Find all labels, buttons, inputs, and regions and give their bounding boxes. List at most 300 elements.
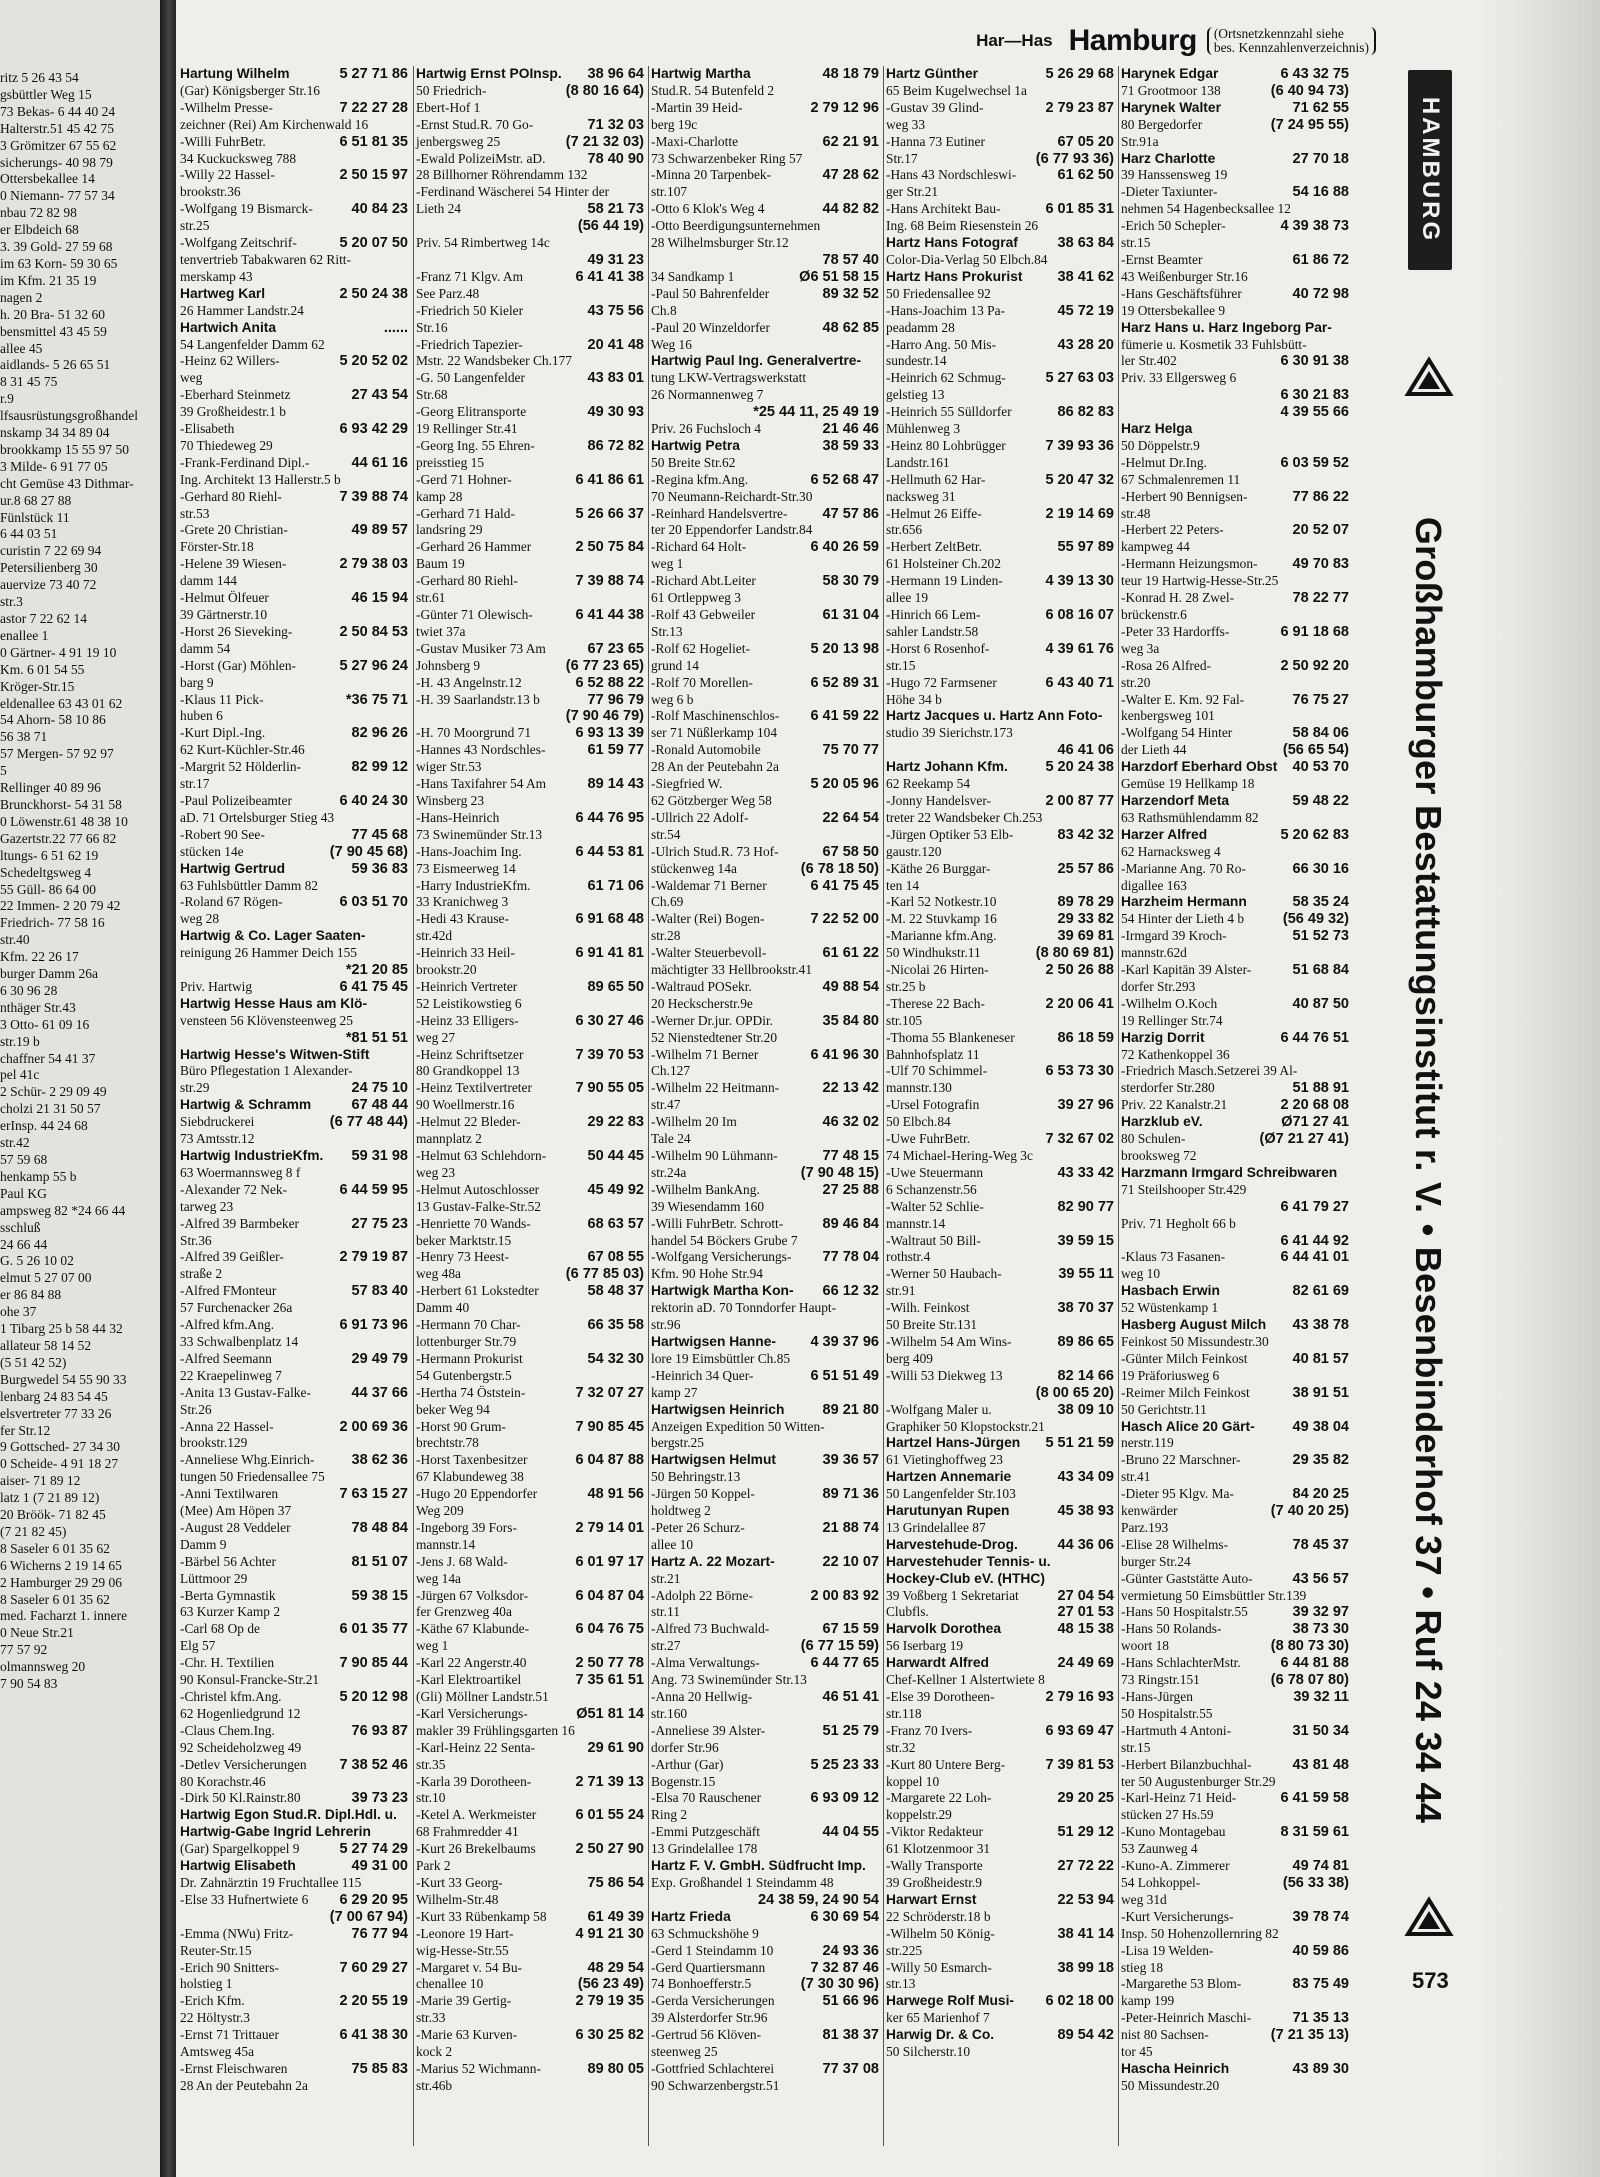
phone-number: 29 22 83: [587, 1114, 644, 1131]
listing-name-address: Hartz Frieda: [651, 1908, 731, 1924]
phone-number: 8 31 59 61: [1280, 1824, 1349, 1841]
listing-name-address: -Wilhelm O.Koch: [1121, 995, 1218, 1011]
listing-name-address: -Margarete 22 Loh-: [886, 1790, 992, 1806]
listing-entry: [884, 1706, 1116, 1723]
listing-name-address: -Klaus 11 Pick-: [180, 691, 264, 707]
listing-entry: [414, 607, 646, 624]
listing-entry: [1119, 235, 1351, 252]
listing-name-address: Color-Dia-Verlag 50 Elbch.84: [886, 251, 1048, 267]
phone-number: (7 30 30 96): [800, 1976, 879, 1993]
listing-entry: [884, 641, 1116, 658]
listing-name-address: brooksweg 72: [1121, 1148, 1197, 1163]
listing-name-address: weg 27: [416, 1029, 456, 1045]
listing-name-address: str.46b: [416, 2077, 453, 2093]
listing-name-address: Damm 40: [416, 1300, 470, 1316]
listing-name-address: -Hans-Joachim Ing.: [416, 843, 522, 859]
listing-name-address: ter 20 Eppendorfer Landstr.84: [651, 522, 813, 538]
fragment-line: 20 Bröök- 71 82 45: [0, 1507, 106, 1523]
listing-entry: [1119, 962, 1351, 979]
phone-number: 35 84 80: [822, 1012, 879, 1029]
phone-number: 61 59 77: [587, 742, 644, 759]
listing-entry: [649, 692, 881, 709]
listing-name-address: -Jürgen 67 Volksdor-: [416, 1587, 529, 1603]
listing-name-address: -Hertha 74 Öststein-: [416, 1384, 526, 1400]
listing-name-address: nist 80 Sachsen-: [1121, 2027, 1209, 2043]
listing-name-address: chenallee 10: [416, 1976, 484, 1992]
listing-name-address: nacksweg 31: [886, 488, 956, 504]
listing-name-address: -Wolfgang 19 Bismarck-: [180, 201, 313, 217]
listing-name-address: Hartwig Hesse's Witwen-Stift: [180, 1046, 370, 1062]
listing-name-address: -Wilhelm BankAng.: [651, 1181, 760, 1197]
fragment-line: 0 Gärtner- 4 91 19 10: [0, 644, 117, 660]
listing-name-address: Hartwig Elisabeth: [180, 1858, 296, 1874]
listing-entry: [414, 1182, 646, 1199]
phone-number: 27 01 53: [1057, 1604, 1114, 1621]
phone-number: 6 41 44 38: [575, 607, 644, 623]
fragment-line: aiser- 71 89 12: [0, 1473, 81, 1489]
listing-name-address: 61 Klotzenmoor 31: [886, 1841, 991, 1857]
listing-name-address: mannplatz 2: [416, 1131, 482, 1147]
listing-entry: [414, 83, 646, 100]
listing-entry: [414, 522, 646, 539]
listing-entry: [414, 878, 646, 895]
phone-number: 45 49 92: [587, 1181, 644, 1198]
listing-entry: [884, 742, 1116, 759]
listing-entry: [414, 759, 646, 776]
listing-entry: [884, 201, 1116, 218]
fragment-line: er Elbdeich 68: [0, 222, 79, 238]
phone-number: 58 84 06: [1292, 725, 1349, 742]
listing-name-address: -Heinz 80 Lohbrügger: [886, 437, 1006, 453]
listing-heading: [1119, 1317, 1351, 1334]
listing-heading: [649, 1402, 881, 1419]
fragment-line: 3. 39 Gold- 27 59 68: [0, 239, 113, 255]
listing-name-address: 62 Hogenliedgrund 12: [180, 1705, 301, 1721]
listing-name-address: fer Grenzweg 40a: [416, 1604, 512, 1620]
phone-number: 44 04 55: [822, 1824, 879, 1841]
listing-entry: [178, 1672, 410, 1689]
phone-number: 48 62 85: [822, 319, 879, 336]
listing-name-address: str.61: [416, 590, 446, 606]
phone-number: 6 41 59 22: [810, 708, 879, 725]
listing-entry: [649, 100, 881, 117]
listing-name-address: -Hans 43 Nordschleswi-: [886, 167, 1017, 183]
listing-column: [648, 66, 881, 2146]
listing-name-address: -Elisabeth: [180, 421, 235, 437]
listing-name-address: brechtstr.78: [416, 1435, 479, 1451]
listing-name-address: Priv. Hartwig: [180, 978, 253, 994]
phone-number: 89 21 80: [822, 1401, 879, 1418]
phone-number: 29 20 25: [1057, 1790, 1114, 1807]
listing-name-address: 50 Silcherstr.10: [886, 2044, 971, 2060]
listing-name-address: grund 14: [651, 657, 699, 673]
phone-number: 75 70 77: [822, 742, 879, 759]
phone-number: 39 36 57: [822, 1452, 879, 1469]
listing-entry: [1119, 624, 1351, 641]
listing-name-address: 54 Langenfelder Damm 62: [180, 336, 325, 352]
listing-entry: [178, 472, 410, 489]
listing-entry: [1119, 522, 1351, 539]
listing-entry: [414, 1368, 646, 1385]
listing-name-address: sterdorfer Str.280: [1121, 1080, 1215, 1096]
listing-name-address: -Gerd 71 Hohner-: [416, 471, 512, 487]
listing-name-address: -August 28 Veddeler: [180, 1519, 291, 1535]
listing-entry: [884, 607, 1116, 624]
listing-entry: [649, 962, 881, 979]
phone-number: 6 52 68 47: [810, 471, 879, 488]
listing-entry: [1119, 1706, 1351, 1723]
listing-name-address: Hartwich Anita: [180, 319, 277, 335]
phone-number: 2 79 19 87: [339, 1249, 408, 1266]
listing-name-address: Insp. 50 Hohenzollernring 82: [1121, 1925, 1279, 1941]
listing-entry: [414, 1807, 646, 1824]
fragment-line: 9 Gottsched- 27 34 30: [0, 1439, 120, 1455]
listing-entry: [884, 506, 1116, 523]
listing-entry: [414, 472, 646, 489]
listing-entry: [178, 539, 410, 556]
listing-entry: [1119, 117, 1351, 134]
phone-number: 77 96 79: [587, 691, 644, 708]
listing-entry: [1119, 218, 1351, 235]
phone-number: 43 81 48: [1292, 1756, 1349, 1773]
listing-entry: [178, 844, 410, 861]
listing-entry: [649, 810, 881, 827]
listing-entry: [649, 235, 881, 252]
listing-heading: [414, 66, 646, 83]
listing-name-address: 73 Swinemünder Str.13: [416, 826, 543, 842]
phone-number: 40 84 23: [351, 201, 408, 218]
listing-entry: [649, 861, 881, 878]
phone-number: 54 16 88: [1292, 184, 1349, 201]
phone-number: 2 00 69 36: [339, 1418, 408, 1435]
listing-name-address: -Alfred kfm.Ang.: [180, 1317, 275, 1333]
listing-name-address: -Richard Abt.Leiter: [651, 573, 756, 589]
listing-entry: [414, 1199, 646, 1216]
listing-name-address: -Kuno-A. Zimmerer: [1121, 1858, 1230, 1874]
listing-entry: [649, 489, 881, 506]
listing-name-address: -Hellmuth 62 Har-: [886, 471, 986, 487]
listing-entry: [178, 1554, 410, 1571]
listing-entry: [414, 1266, 646, 1283]
listing-entry: [1119, 878, 1351, 895]
listing-name-address: tungen 50 Friedensallee 75: [180, 1469, 325, 1485]
listing-entry: [1119, 1351, 1351, 1368]
listing-entry: [1119, 776, 1351, 793]
phone-number: 6 41 75 45: [810, 877, 879, 894]
listing-entry: [1119, 641, 1351, 658]
listing-name-address: Hartwigsen Heinrich: [651, 1401, 785, 1417]
listing-entry: [649, 252, 881, 269]
listing-entry: [178, 1063, 410, 1080]
listing-entry: [649, 2027, 881, 2044]
listing-name-address: -Alfred FMonteur: [180, 1283, 277, 1299]
listing-name-address: -Otto 6 Klok's Weg 4: [651, 201, 765, 217]
listing-entry: [1119, 506, 1351, 523]
listing-name-address: 50 Hospitalstr.55: [1121, 1705, 1213, 1721]
phone-number: 66 12 32: [822, 1283, 879, 1300]
listing-name-address: -Wolfgang Zeitschrif-: [180, 235, 297, 251]
listing-name-address: str.96: [651, 1317, 681, 1333]
listing-entry: [414, 827, 646, 844]
listing-entry: [1119, 1537, 1351, 1554]
phone-number: 89 54 42: [1057, 2027, 1114, 2044]
listing-entry: [1119, 472, 1351, 489]
listing-entry: [414, 506, 646, 523]
listing-entry: [649, 793, 881, 810]
listing-entry: [649, 134, 881, 151]
listing-entry: [649, 1943, 881, 1960]
phone-number: 40 53 70: [1292, 759, 1349, 776]
phone-number: 5 20 07 50: [339, 235, 408, 252]
listing-name-address: str.107: [651, 184, 688, 200]
listing-entry: [1119, 1790, 1351, 1807]
listing-name-address: -Horst 6 Rosenhof-: [886, 640, 990, 656]
listing-entry: [414, 861, 646, 878]
listing-entry: [1119, 1368, 1351, 1385]
listing-name-address: str.54: [651, 826, 681, 842]
listing-entry: [649, 878, 881, 895]
phone-number: 5 27 63 03: [1045, 370, 1114, 387]
listing-name-address: Elg 57: [180, 1638, 216, 1654]
listing-entry: [414, 1047, 646, 1064]
listing-entry: [1119, 1486, 1351, 1503]
listing-entry: [414, 979, 646, 996]
listing-entry: [884, 1300, 1116, 1317]
listing-name-address: 63 Rathsmühlendamm 82: [1121, 809, 1259, 825]
listing-entry: [1119, 286, 1351, 303]
listing-entry: [649, 1892, 881, 1909]
phone-number: 38 63 84: [1057, 235, 1114, 252]
listing-name-address: -Wilhelm 90 Lühmann-: [651, 1148, 778, 1163]
phone-number: (8 80 73 30): [1270, 1638, 1349, 1655]
listing-name-address: str.11: [651, 1604, 680, 1620]
listing-name-address: -Dirk 50 Kl.Rainstr.80: [180, 1790, 301, 1806]
listing-entry: [1119, 1841, 1351, 1858]
listing-name-address: nerstr.119: [1121, 1435, 1174, 1451]
listing-entry: [414, 573, 646, 590]
listing-entry: [649, 1520, 881, 1537]
listing-name-address: -Dieter 95 Klgv. Ma-: [1121, 1486, 1234, 1502]
phone-number: 46 51 41: [822, 1689, 879, 1705]
listing-heading: [178, 286, 410, 303]
listing-entry: [1119, 979, 1351, 996]
listing-entry: [884, 725, 1116, 742]
listing-entry: [649, 320, 881, 337]
listing-entry: [884, 184, 1116, 201]
listing-name-address: Stud.R. 54 Butenfeld 2: [651, 82, 775, 98]
listing-entry: [178, 1334, 410, 1351]
listing-entry: [649, 1841, 881, 1858]
listing-entry: [178, 573, 410, 590]
listing-name-address: 50 Behringstr.13: [651, 1469, 741, 1485]
phone-number: 39 27 96: [1057, 1097, 1114, 1114]
listing-entry: [1119, 590, 1351, 607]
listing-entry: [884, 2010, 1116, 2027]
listing-name-address: mannstr.130: [886, 1080, 952, 1096]
listing-entry: [884, 1402, 1116, 1419]
listing-name-address: -Georg Elitransporte: [416, 404, 527, 420]
listing-name-address: str.15: [1121, 1739, 1151, 1755]
listing-name-address: -Ernst Stud.R. 70 Go-: [416, 116, 534, 132]
listing-name-address: -Hinrich 66 Lem-: [886, 607, 981, 622]
listing-name-address: -Walter E. Km. 92 Fal-: [1121, 691, 1245, 707]
listing-name-address: Hartwig Gertrud: [180, 860, 286, 876]
fragment-line: enallee 1: [0, 627, 49, 643]
listing-entry: [414, 1419, 646, 1436]
listing-name-address: -Rolf Maschinenschlos-: [651, 708, 780, 724]
listing-entry: [884, 1960, 1116, 1977]
listing-entry: [414, 1892, 646, 1909]
listing-name-address: -H. 39 Saarlandstr.13 b: [416, 691, 540, 707]
listing-name-address: -Jens J. 68 Wald-: [416, 1553, 508, 1569]
listing-name-address: -Kurt Versicherungs-: [1121, 1908, 1234, 1924]
listing-name-address: zeichner (Rei) Am Kirchenwald 16: [180, 116, 369, 132]
listing-name-address: jenbergsweg 25: [416, 133, 501, 149]
fragment-line: 8 Saseler 6 01 35 62: [0, 1540, 110, 1556]
listing-entry: [1119, 1571, 1351, 1588]
listing-entry: [1119, 1266, 1351, 1283]
listing-name-address: Dr. Zahnärztin 19 Fruchtallee 115: [180, 1874, 362, 1890]
listing-entry: [884, 117, 1116, 134]
fragment-line: brookkamp 15 55 97 50: [0, 441, 129, 457]
listing-entry: [884, 1520, 1116, 1537]
phone-number: 38 41 14: [1057, 1925, 1114, 1942]
listing-name-address: -Bruno 22 Marschner-: [1121, 1452, 1241, 1468]
listing-name-address: -Alma Verwaltungs-: [651, 1655, 760, 1671]
fragment-line: sicherungs- 40 98 79: [0, 154, 113, 170]
listing-entry: [178, 1131, 410, 1148]
phone-number: (7 24 95 55): [1270, 116, 1349, 133]
listing-entry: [884, 1807, 1116, 1824]
phone-number: 7 60 29 27: [339, 1959, 408, 1976]
phone-number: 82 14 66: [1057, 1367, 1114, 1384]
listing-entry: [1119, 1199, 1351, 1216]
listing-heading: [649, 353, 881, 370]
listing-name-address: -Horst Taxenbesitzer: [416, 1452, 528, 1468]
fragment-line: latz 1 (7 21 89 12): [0, 1490, 100, 1506]
listing-entry: [1119, 1385, 1351, 1402]
listing-name-address: str.48: [1121, 505, 1151, 521]
listing-name-address: digallee 163: [1121, 877, 1187, 893]
phone-number: 51 52 73: [1292, 928, 1349, 945]
listing-name-address: 28 Billhorner Röhrendamm 132: [416, 167, 588, 183]
phone-number: 51 29 12: [1057, 1824, 1114, 1841]
phone-number: 7 39 70 53: [575, 1046, 644, 1063]
listing-name-address: 22 Schröderstr.18 b: [886, 1908, 991, 1924]
listing-entry: [414, 1757, 646, 1774]
listing-entry: [414, 1351, 646, 1368]
listing-entry: [884, 861, 1116, 878]
listing-entry: [884, 1097, 1116, 1114]
listing-entry: [1119, 539, 1351, 556]
listing-entry: [884, 100, 1116, 117]
phone-number: 78 57 40: [822, 251, 879, 268]
area-code-note-line1: (Ortsnetzkennzahl siehe: [1213, 26, 1344, 41]
phone-number: 6 30 27 46: [575, 1012, 644, 1029]
listing-entry: [178, 878, 410, 895]
listing-heading: [649, 1554, 881, 1571]
listing-name-address: -Anna 22 Hassel-: [180, 1418, 274, 1434]
listing-name-address: -Regina kfm.Ang.: [651, 471, 749, 487]
phone-number: (56 49 32): [1282, 911, 1349, 928]
phone-number: 2 50 24 38: [339, 285, 408, 302]
listing-name-address: 67 Klabundeweg 38: [416, 1469, 524, 1485]
phone-number: 6 51 81 35: [339, 133, 408, 150]
listing-name-address: -Ernst 71 Trittauer: [180, 2027, 279, 2043]
listing-name-address: allee 10: [651, 1536, 694, 1552]
listing-entry: [178, 945, 410, 962]
phone-number: 6 41 38 30: [339, 2027, 408, 2044]
phone-number: 6 43 40 71: [1045, 674, 1114, 691]
listing-entry: [414, 353, 646, 370]
listing-entry: [1119, 928, 1351, 945]
listing-name-address: Harz Hans u. Harz Ingeborg Par-: [1121, 319, 1332, 335]
phone-number: 46 15 94: [351, 590, 408, 607]
listing-entry: [178, 1385, 410, 1402]
listing-entry: [178, 167, 410, 184]
listing-name-address: -Jürgen Optiker 53 Elb-: [886, 826, 1014, 842]
phone-number: 27 72 22: [1057, 1858, 1114, 1875]
listing-entry: [178, 1976, 410, 1993]
listing-name-address: brückenstr.6: [1121, 607, 1187, 622]
listing-entry: [884, 962, 1116, 979]
phone-number: (6 77 15 59): [800, 1638, 879, 1655]
listing-name-address: -Heinz 33 Elligers-: [416, 1012, 519, 1028]
phone-number: 39 78 74: [1292, 1908, 1349, 1925]
listing-entry: [178, 218, 410, 235]
listing-name-address: Lüttmoor 29: [180, 1570, 248, 1586]
listing-name-address: Ing. Architekt 13 Hallerstr.5 b: [180, 471, 341, 487]
listing-name-address: 90 Schwarzenbergstr.51: [651, 2077, 780, 2093]
listing-entry: [414, 1976, 646, 1993]
listing-name-address: -Margaret v. 54 Bu-: [416, 1959, 522, 1975]
fragment-line: chaffner 54 41 37: [0, 1050, 96, 1066]
listing-entry: [884, 996, 1116, 1013]
fragment-line: 0 Löwenstr.61 48 38 10: [0, 813, 128, 829]
listing-entry: [414, 1537, 646, 1554]
listing-name-address: Harwege Rolf Musi-: [886, 1993, 1015, 2009]
listing-name-address: 52 Leistikowstieg 6: [416, 995, 522, 1011]
listing-entry: [1119, 844, 1351, 861]
listing-entry: [178, 1249, 410, 1266]
listing-name-address: -Franz 71 Klgv. Am: [416, 268, 523, 284]
listing-name-address: 22 Höltystr.3: [180, 2010, 250, 2026]
listing-name-address: sahler Landstr.58: [886, 623, 979, 639]
listing-name-address: -Eberhard Steinmetz: [180, 387, 291, 403]
listing-entry: [178, 506, 410, 523]
phone-number: 89 80 05: [587, 2060, 644, 2077]
listing-entry: [178, 1030, 410, 1047]
fragment-line: astor 7 22 62 14: [0, 611, 87, 626]
listing-name-address: -Reimer Milch Feinkost: [1121, 1384, 1250, 1400]
phone-number: 43 33 42: [1057, 1164, 1114, 1181]
listing-name-address: 39 Hanssensweg 19: [1121, 167, 1228, 183]
listing-heading: [1119, 759, 1351, 776]
listing-name-address: str.25 b: [886, 978, 926, 994]
listing-name-address: 39 Großheidestr.9: [886, 1874, 982, 1890]
listing-entry: [414, 1013, 646, 1030]
phone-number: 66 30 16: [1292, 860, 1349, 877]
fragment-line: er 86 84 88: [0, 1287, 62, 1303]
phone-number: 68 63 57: [587, 1215, 644, 1232]
listing-name-address: Hartz Johann Kfm.: [886, 759, 1008, 775]
listing-name-address: berg 409: [886, 1350, 933, 1366]
listing-name-address: weg 28: [180, 911, 220, 927]
phone-number: 6 44 41 01: [1280, 1249, 1349, 1266]
listing-name-address: str.42d: [416, 928, 453, 944]
listing-name-address: -Hermann Heizungsmon-: [1121, 556, 1258, 572]
listing-entry: [414, 1993, 646, 2010]
